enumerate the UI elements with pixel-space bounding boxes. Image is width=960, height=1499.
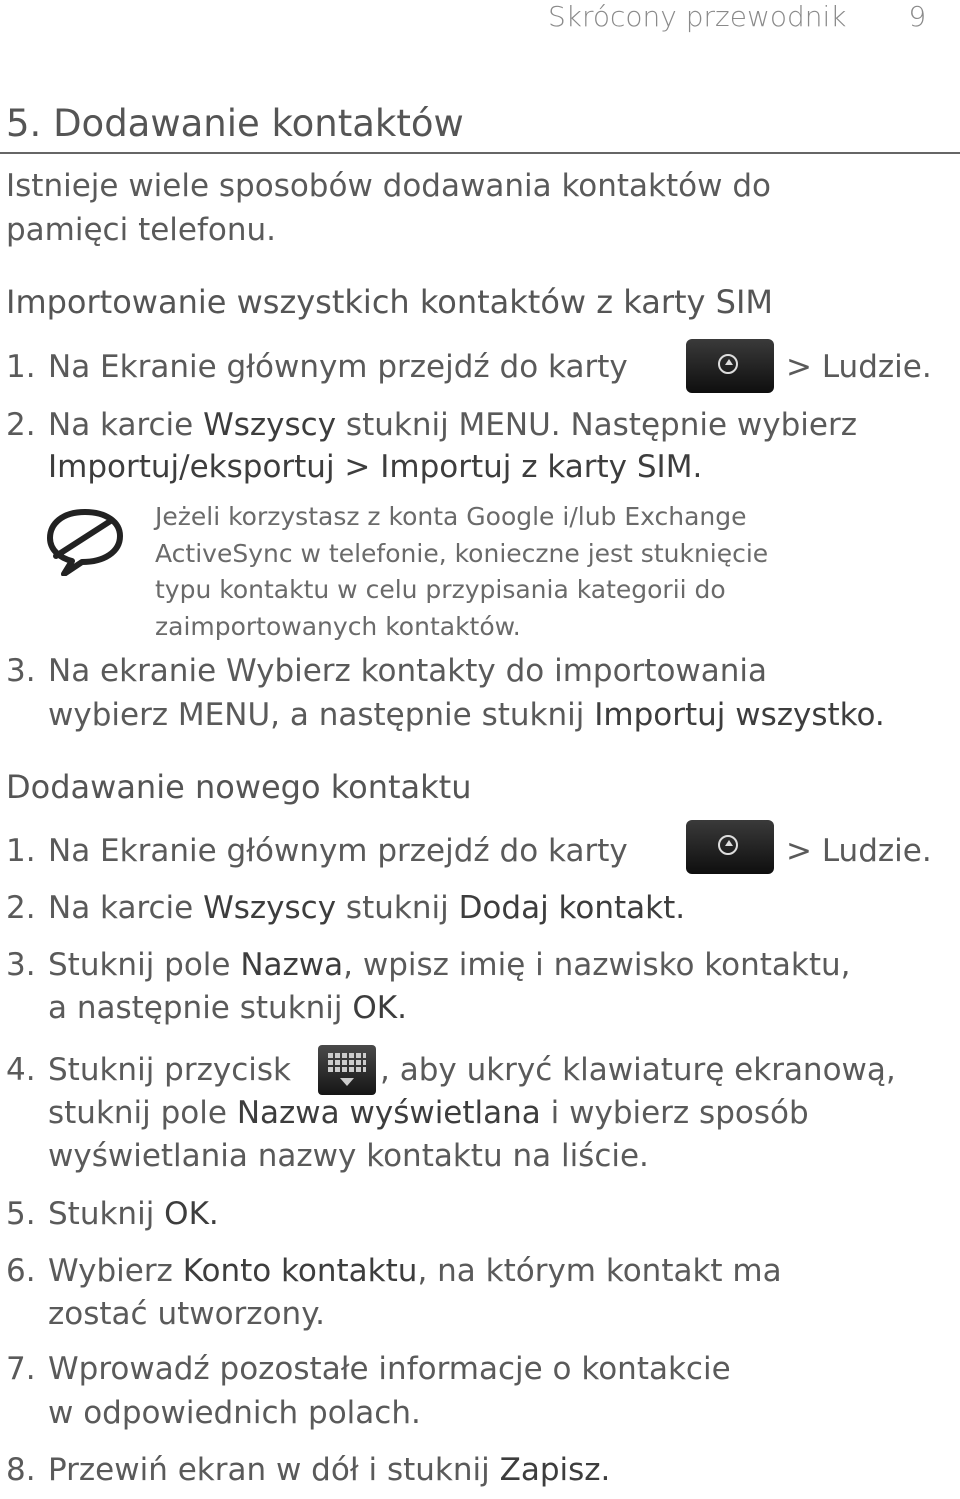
sim-step-3: 3. Na ekranie Wybierz kontakty do importowania (6, 653, 768, 689)
title-divider (0, 152, 960, 154)
sim-step-3-line-2: wybierz MENU, a następnie stuknij Importuj wszystko. (48, 697, 885, 733)
new-step-6-line-2: zostać utworzony. (48, 1296, 325, 1332)
new-step-1-after: > Ludzie. (786, 833, 932, 869)
new-step-6: 6. Wybierz Konto kontaktu, na którym kontakt ma (6, 1253, 782, 1289)
new-step-1: 1. Na Ekranie głównym przejdź do karty (6, 833, 628, 869)
note-line-3: typu kontaktu w celu przypisania kategorii do (155, 575, 726, 604)
new-step-5: 5. Stuknij OK. (6, 1196, 219, 1232)
new-step-7-line-2: w odpowiednich polach. (48, 1395, 421, 1431)
note-line-4: zaimportowanych kontaktów. (155, 612, 521, 641)
home-all-apps-icon (686, 339, 774, 393)
new-contact-heading: Dodawanie nowego kontaktu (6, 768, 472, 806)
new-step-4: 4. Stuknij przycisk (6, 1052, 291, 1088)
new-step-8: 8. Przewiń ekran w dół i stuknij Zapisz. (6, 1452, 611, 1488)
keyboard-hide-icon (318, 1045, 376, 1095)
sim-step-1-after: > Ludzie. (786, 349, 932, 385)
sim-step-1 (6, 349, 628, 385)
section-title: 5. Dodawanie kontaktów (6, 102, 464, 145)
note-line-2: ActiveSync w telefonie, konieczne jest stuknięcie (155, 539, 769, 568)
new-step-2: 2. Na karcie Wszyscy stuknij Dodaj kontakt. (6, 890, 686, 926)
sim-heading: Importowanie wszystkich kontaktów z karty SIM (6, 283, 773, 321)
intro-line-1: Istnieje wiele sposobów dodawania kontaktów do (6, 168, 771, 204)
new-step-3-line-2: a następnie stuknij OK. (48, 990, 407, 1026)
page-number: 9 (908, 0, 927, 33)
intro-line-2: pamięci telefonu. (6, 212, 277, 248)
step-number: 1. (6, 349, 36, 385)
running-header (548, 0, 926, 33)
note-line-1: Jeżeli korzystasz z konta Google i/lub Exchange (155, 502, 747, 531)
header-title: Skrócony przewodnik (548, 0, 847, 33)
sim-step-2: 2. Na karcie Wszyscy stuknij MENU. Następnie wybierz (6, 407, 857, 443)
note-icon (42, 506, 128, 576)
new-step-4-post: , aby ukryć klawiaturę ekranową, (380, 1052, 896, 1088)
new-step-3: 3. Stuknij pole Nazwa, wpisz imię i nazwisko kontaktu, (6, 947, 851, 983)
new-step-7: 7. Wprowadź pozostałe informacje o kontakcie (6, 1351, 731, 1387)
home-all-apps-icon (686, 820, 774, 874)
new-step-4-line-3: wyświetlania nazwy kontaktu na liście. (48, 1138, 649, 1174)
sim-step-2-line-2: Importuj/eksportuj > Importuj z karty SIM. (48, 449, 703, 485)
step-text: Na Ekranie głównym przejdź do karty (48, 349, 628, 385)
new-step-4-line-2: stuknij pole Nazwa wyświetlana i wybierz sposób (48, 1095, 809, 1131)
